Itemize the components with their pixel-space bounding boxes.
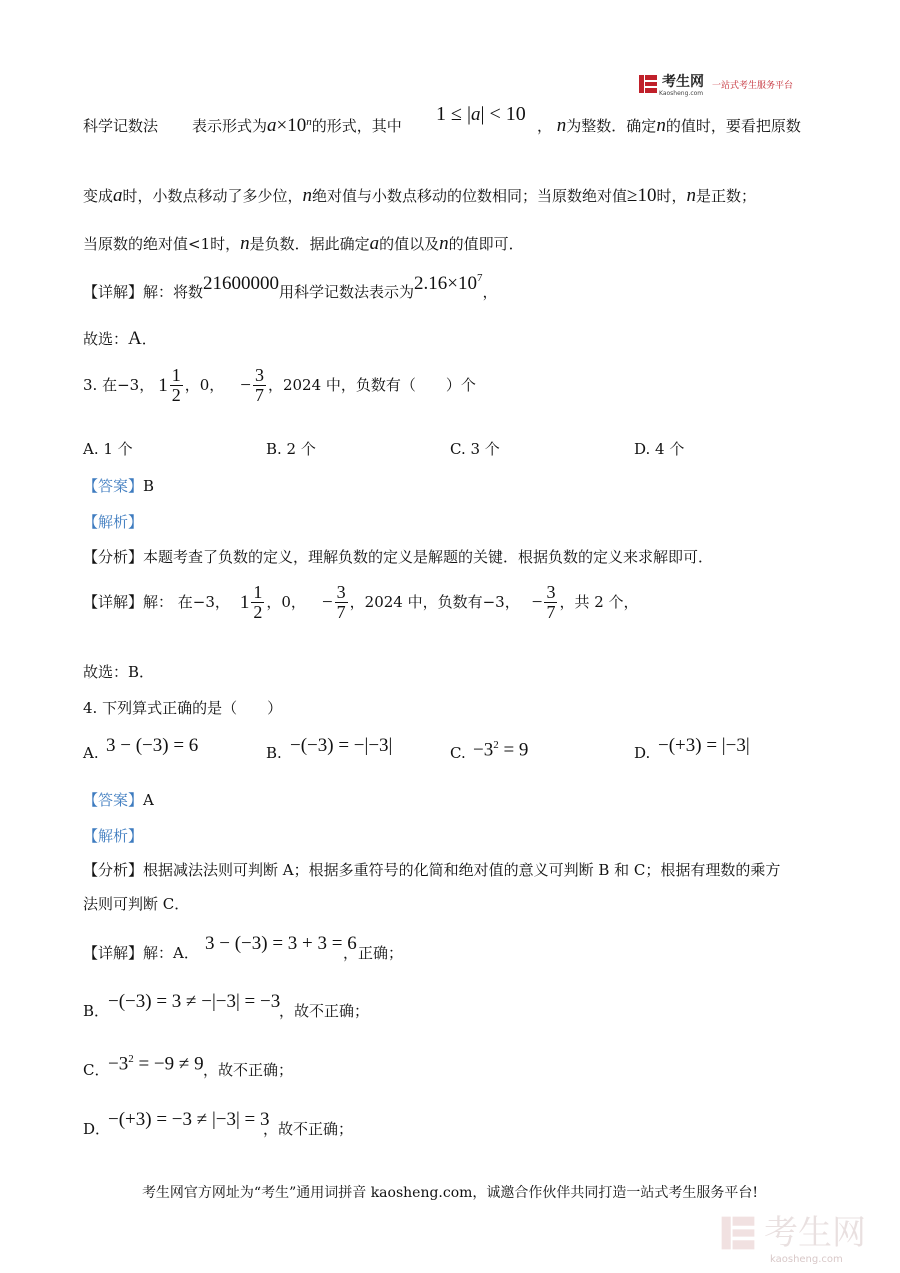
text: 为整数．确定 [566, 117, 657, 135]
q4-detail-c-math [108, 1054, 204, 1073]
q4-detail-d-math: −(+3) = −3 ≠ |−3| = 3 [108, 1109, 270, 1130]
q4-option-d-label[interactable]: D. [634, 744, 651, 762]
math-n: n [302, 185, 313, 206]
math-a: a [369, 233, 380, 254]
para-line-1-tail [537, 116, 801, 135]
frac-den: 2 [253, 601, 263, 622]
q3-choose: 故选：B． [83, 663, 155, 681]
q4-option-d[interactable]: −(+3) = |−3| [658, 735, 750, 756]
q3-stem [83, 366, 476, 405]
answer-value: A [143, 791, 154, 809]
q4-detail-a-math: 3 − (−3) = 3 + 3 = 6 [205, 933, 357, 954]
math-n: n [656, 115, 666, 136]
mixed-whole: 1 [158, 374, 168, 396]
math-a: a [267, 115, 277, 136]
watermark [718, 1213, 866, 1253]
text: ，2024 中，负数有−3， [349, 592, 520, 611]
q4-fenxi-2: 法则可判断 C． [83, 895, 190, 913]
q3-answer [83, 479, 154, 494]
text: 表示形式为 [192, 117, 268, 135]
q4-fenxi-1: 【分析】根据减法法则可判断 A；根据多重符号的化简和绝对值的意义可判断 B 和 C；根据有理数的乘方 [83, 861, 781, 879]
text: 用科学记数法表示为 [279, 283, 415, 301]
header-logo[interactable] [637, 71, 793, 97]
mixed-fraction [251, 583, 264, 622]
frac-num: 1 [253, 582, 263, 602]
frac-num: 1 [171, 365, 181, 385]
kaosheng-logo-icon [637, 73, 659, 95]
text: 科学记数法 [83, 117, 159, 135]
text: 当原数的绝对值<1时， [83, 235, 241, 253]
para-line-3 [83, 234, 524, 253]
text: ， [482, 283, 498, 301]
range-right: | < 10 [480, 103, 526, 125]
logo-domain: Kaosheng.com [659, 90, 704, 97]
text: 变成 [83, 187, 114, 205]
text: 的值时，要看把原数 [665, 117, 801, 135]
q4-option-c-label[interactable]: C. [450, 744, 466, 762]
choice: A [128, 328, 142, 349]
footer-text: 考生网官方网址为“考生”通用词拼音 kaosheng.com，诚邀合作伙伴共同打造一站式考生服务平台! [141, 1185, 759, 1201]
math-n: n [556, 115, 567, 136]
answer-value: B [143, 477, 155, 495]
para-line-4 [83, 272, 498, 301]
exp: 2 [128, 1053, 134, 1065]
math-sup-n: n [306, 116, 312, 128]
q4-option-a-label[interactable]: A. [83, 744, 99, 762]
q4-option-a[interactable]: 3 − (−3) = 6 [106, 735, 199, 756]
neg-sign: − [240, 374, 251, 396]
mixed-fraction [170, 366, 183, 405]
q4-detail-d-tail: ，故不正确； [263, 1120, 354, 1138]
q3-option-c[interactable]: C. 3 个 [450, 440, 500, 458]
q4-option-b[interactable]: −(−3) = −|−3| [290, 735, 393, 756]
math-a: a [470, 104, 481, 125]
q4-detail-d-label: D． [83, 1120, 111, 1138]
q4-detail-b-math: −(−3) = 3 ≠ −|−3| = −3 [108, 991, 281, 1012]
watermark-logo-icon [718, 1213, 758, 1253]
math-exp: 7 [477, 272, 483, 284]
frac-den: 7 [546, 601, 556, 622]
base: −3 [473, 739, 494, 761]
q4-answer [83, 793, 154, 808]
answer-label: 【答案】 [83, 477, 144, 495]
frac-den: 2 [171, 384, 181, 405]
rest: = 9 [498, 739, 529, 761]
text: ， [537, 117, 553, 135]
math-n: n [686, 185, 696, 206]
frac-num: 3 [546, 582, 556, 602]
q4-detail-a-tail: ，正确； [343, 944, 404, 962]
text: 故选： [83, 330, 129, 348]
rest: = −9 ≠ 9 [133, 1053, 204, 1075]
text: 的形式，其中 [311, 117, 402, 135]
math-n: n [240, 233, 250, 254]
para-line-5 [83, 329, 157, 348]
fraction [253, 366, 266, 405]
q3-detail [83, 583, 639, 622]
math-a: a [113, 185, 123, 206]
watermark-text: 考生网 [764, 1213, 866, 1253]
text: ，0， [184, 375, 225, 394]
math-sci: 2.16×10 [414, 273, 477, 294]
text: 【详解】解： 在−3， [83, 592, 230, 611]
math-number: 21600000 [203, 273, 280, 294]
q3-option-a[interactable]: A. 1 个 [83, 440, 133, 458]
text: 时， [656, 187, 687, 205]
frac-den: 7 [336, 601, 346, 622]
q4-stem: 4. 下列算式正确的是（ ） [83, 699, 283, 717]
q4-option-c[interactable] [473, 740, 528, 759]
frac-den: 7 [254, 384, 264, 405]
base: −3 [108, 1053, 129, 1075]
exp: 2 [493, 739, 499, 751]
q3-option-d[interactable]: D. 4 个 [634, 440, 685, 458]
text: 的值以及 [379, 235, 440, 253]
q4-detail-c-label: C． [83, 1061, 110, 1079]
neg-sign: − [531, 591, 543, 613]
text: ． [141, 330, 157, 348]
q4-option-b-label[interactable]: B. [266, 744, 282, 762]
math-range [436, 104, 526, 124]
q4-detail-b-tail: ，故不正确； [279, 1002, 370, 1020]
text: 是正数； [696, 187, 757, 205]
frac-num: 3 [254, 365, 264, 385]
text: 3. 在−3， [83, 375, 155, 394]
watermark-sub: kaosheng.com [770, 1254, 843, 1265]
math-times10: ×10 [276, 115, 307, 136]
q4-detail-c-tail: ，故不正确； [203, 1061, 294, 1079]
math-ge10: ≥10 [627, 185, 657, 206]
neg-sign: − [321, 591, 333, 613]
text: 时，小数点移动了多少位， [122, 187, 303, 205]
text: 【详解】解：将数 [83, 283, 204, 301]
q3-option-b[interactable]: B. 2 个 [266, 440, 316, 458]
mixed-whole: 1 [239, 591, 250, 613]
text: ，0， [266, 592, 306, 611]
logo-name: 考生网 [662, 74, 704, 90]
math-n: n [439, 233, 449, 254]
text: 是负数．据此确定 [249, 235, 370, 253]
q3-analysis-label: 【解析】 [83, 513, 144, 531]
q4-detail-b-label: B． [83, 1002, 110, 1020]
q4-analysis-label: 【解析】 [83, 827, 144, 845]
logo-slogan: 一站式考生服务平台 [712, 80, 794, 91]
text: ，2024 中，负数有（ ）个 [267, 375, 476, 394]
fraction [335, 583, 348, 622]
text: ，共 2 个， [559, 592, 639, 611]
q3-fenxi: 【分析】本题考查了负数的定义，理解负数的定义是解题的关键．根据负数的定义来求解即可． [83, 548, 714, 566]
frac-num: 3 [336, 582, 346, 602]
text: 绝对值与小数点移动的位数相同；当原数绝对值 [312, 187, 628, 205]
range-left: 1 ≤ | [436, 103, 471, 125]
fraction [544, 583, 557, 622]
q4-detail-a-label: 【详解】解：A． [83, 944, 199, 962]
para-line-2 [83, 186, 756, 205]
text: 的值即可． [448, 235, 524, 253]
answer-label: 【答案】 [83, 791, 144, 809]
para-line-1 [83, 116, 402, 135]
